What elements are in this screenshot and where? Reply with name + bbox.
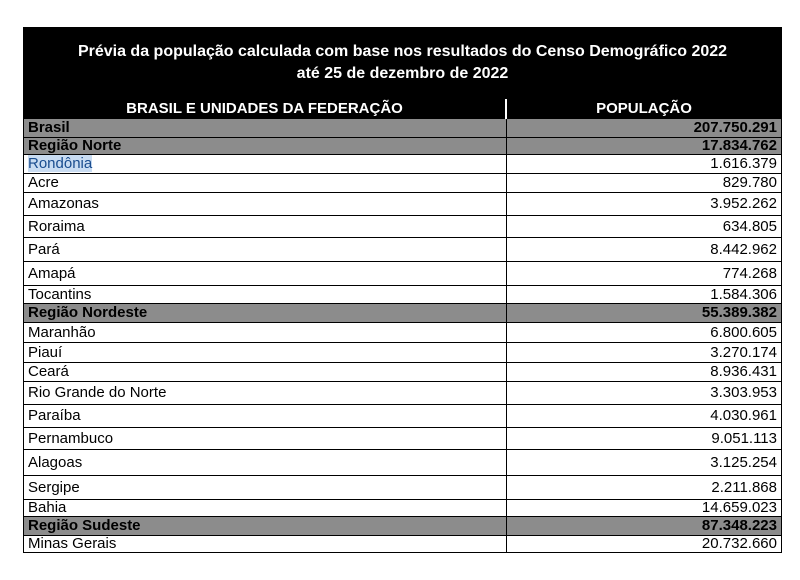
- table-row: [24, 119, 781, 138]
- row-unit-name: [24, 119, 506, 138]
- table-row: [24, 193, 781, 216]
- row-population-value: 87.348.223: [506, 517, 781, 536]
- row-population-value: 3.270.174: [506, 343, 781, 363]
- row-population-value: 829.780: [506, 174, 781, 193]
- unit-name-text: Região Norte: [28, 137, 122, 154]
- table-row: [24, 536, 781, 553]
- row-unit-name: [24, 363, 506, 382]
- table-row: [24, 382, 781, 405]
- table-row: [24, 174, 781, 193]
- row-population-value: 2.211.868: [506, 476, 781, 500]
- table-row: [24, 363, 781, 382]
- row-population-value: 3.125.254: [506, 450, 781, 476]
- unit-name-text: Amazonas: [28, 195, 99, 212]
- table-body: [24, 119, 781, 553]
- row-unit-name: [24, 500, 506, 517]
- population-table-sheet: [23, 27, 782, 553]
- header-units: BRASIL E UNIDADES DA FEDERAÇÃO: [24, 99, 506, 119]
- unit-name-text: Ceará: [28, 363, 69, 380]
- unit-name-text: Amapá: [28, 264, 76, 282]
- table-row: [24, 428, 781, 450]
- table-row: [24, 304, 781, 323]
- row-population-value: 774.268: [506, 262, 781, 286]
- table-row: [24, 286, 781, 304]
- unit-name-text: Região Nordeste: [28, 304, 148, 321]
- row-population-value: 4.030.961: [506, 405, 781, 428]
- row-unit-name: [24, 262, 506, 286]
- row-unit-name: [24, 382, 506, 405]
- row-unit-name: [24, 476, 506, 500]
- row-population-value: 1.616.379: [506, 155, 781, 174]
- row-population-value: 55.389.382: [506, 304, 781, 323]
- table-row: [24, 476, 781, 500]
- unit-name-text: Brasil: [28, 119, 70, 136]
- table-row: [24, 343, 781, 363]
- row-unit-name: [24, 304, 506, 323]
- row-population-value: 20.732.660: [506, 536, 781, 553]
- row-unit-name: [24, 343, 506, 363]
- table-row: [24, 238, 781, 262]
- unit-name-text: Tocantins: [28, 285, 92, 303]
- row-unit-name: [24, 428, 506, 450]
- row-unit-name: [24, 286, 506, 304]
- row-unit-name: [24, 517, 506, 536]
- table-row: [24, 323, 781, 343]
- row-population-value: 14.659.023: [506, 500, 781, 517]
- unit-name-text: Região Sudeste: [28, 517, 141, 534]
- unit-name-text: Minas Gerais: [28, 535, 117, 552]
- row-unit-name: [24, 536, 506, 553]
- table-row: [24, 216, 781, 238]
- header-row: [24, 99, 781, 119]
- row-unit-name: [24, 323, 506, 343]
- row-unit-name: [24, 193, 506, 216]
- unit-name-text[interactable]: Rondônia: [28, 155, 93, 172]
- unit-name-text: Acre: [28, 174, 59, 191]
- table-row: [24, 262, 781, 286]
- row-population-value: 8.442.962: [506, 238, 781, 262]
- population-table: [24, 99, 781, 553]
- row-population-value: 6.800.605: [506, 323, 781, 343]
- table-row: [24, 500, 781, 517]
- row-population-value: 3.303.953: [506, 382, 781, 405]
- table-row: [24, 405, 781, 428]
- row-unit-name: [24, 174, 506, 193]
- header-population: POPULAÇÃO: [506, 99, 781, 119]
- row-unit-name: [24, 216, 506, 238]
- row-population-value: 8.936.431: [506, 363, 781, 382]
- table-row: [24, 138, 781, 155]
- title-line-2: até 25 de dezembro de 2022: [296, 65, 509, 82]
- unit-name-text: Alagoas: [28, 453, 83, 471]
- unit-name-text: Paraíba: [28, 407, 81, 424]
- table-row: [24, 517, 781, 536]
- row-population-value: 207.750.291: [506, 119, 781, 138]
- row-population-value: 634.805: [506, 216, 781, 238]
- unit-name-text: Pernambuco: [28, 429, 114, 447]
- unit-name-text: Pará: [28, 240, 60, 258]
- unit-name-text: Bahia: [28, 499, 67, 516]
- unit-name-text: Sergipe: [28, 478, 80, 496]
- row-population-value: 9.051.113: [506, 428, 781, 450]
- row-population-value: 17.834.762: [506, 138, 781, 155]
- row-unit-name: [24, 138, 506, 155]
- row-population-value: 1.584.306: [506, 286, 781, 304]
- table-row: [24, 155, 781, 174]
- table-row: [24, 450, 781, 476]
- unit-name-text: Piauí: [28, 343, 63, 361]
- table-title: [24, 27, 781, 99]
- row-unit-name: [24, 238, 506, 262]
- unit-name-text: Maranhão: [28, 323, 96, 341]
- row-unit-name: [24, 155, 506, 174]
- row-population-value: 3.952.262: [506, 193, 781, 216]
- row-unit-name: [24, 450, 506, 476]
- row-unit-name: [24, 405, 506, 428]
- title-line-1: Prévia da população calculada com base nos resultados do Censo Demográfico 2022: [77, 43, 728, 60]
- unit-name-text: Roraima: [28, 217, 85, 235]
- unit-name-text: Rio Grande do Norte: [28, 384, 167, 401]
